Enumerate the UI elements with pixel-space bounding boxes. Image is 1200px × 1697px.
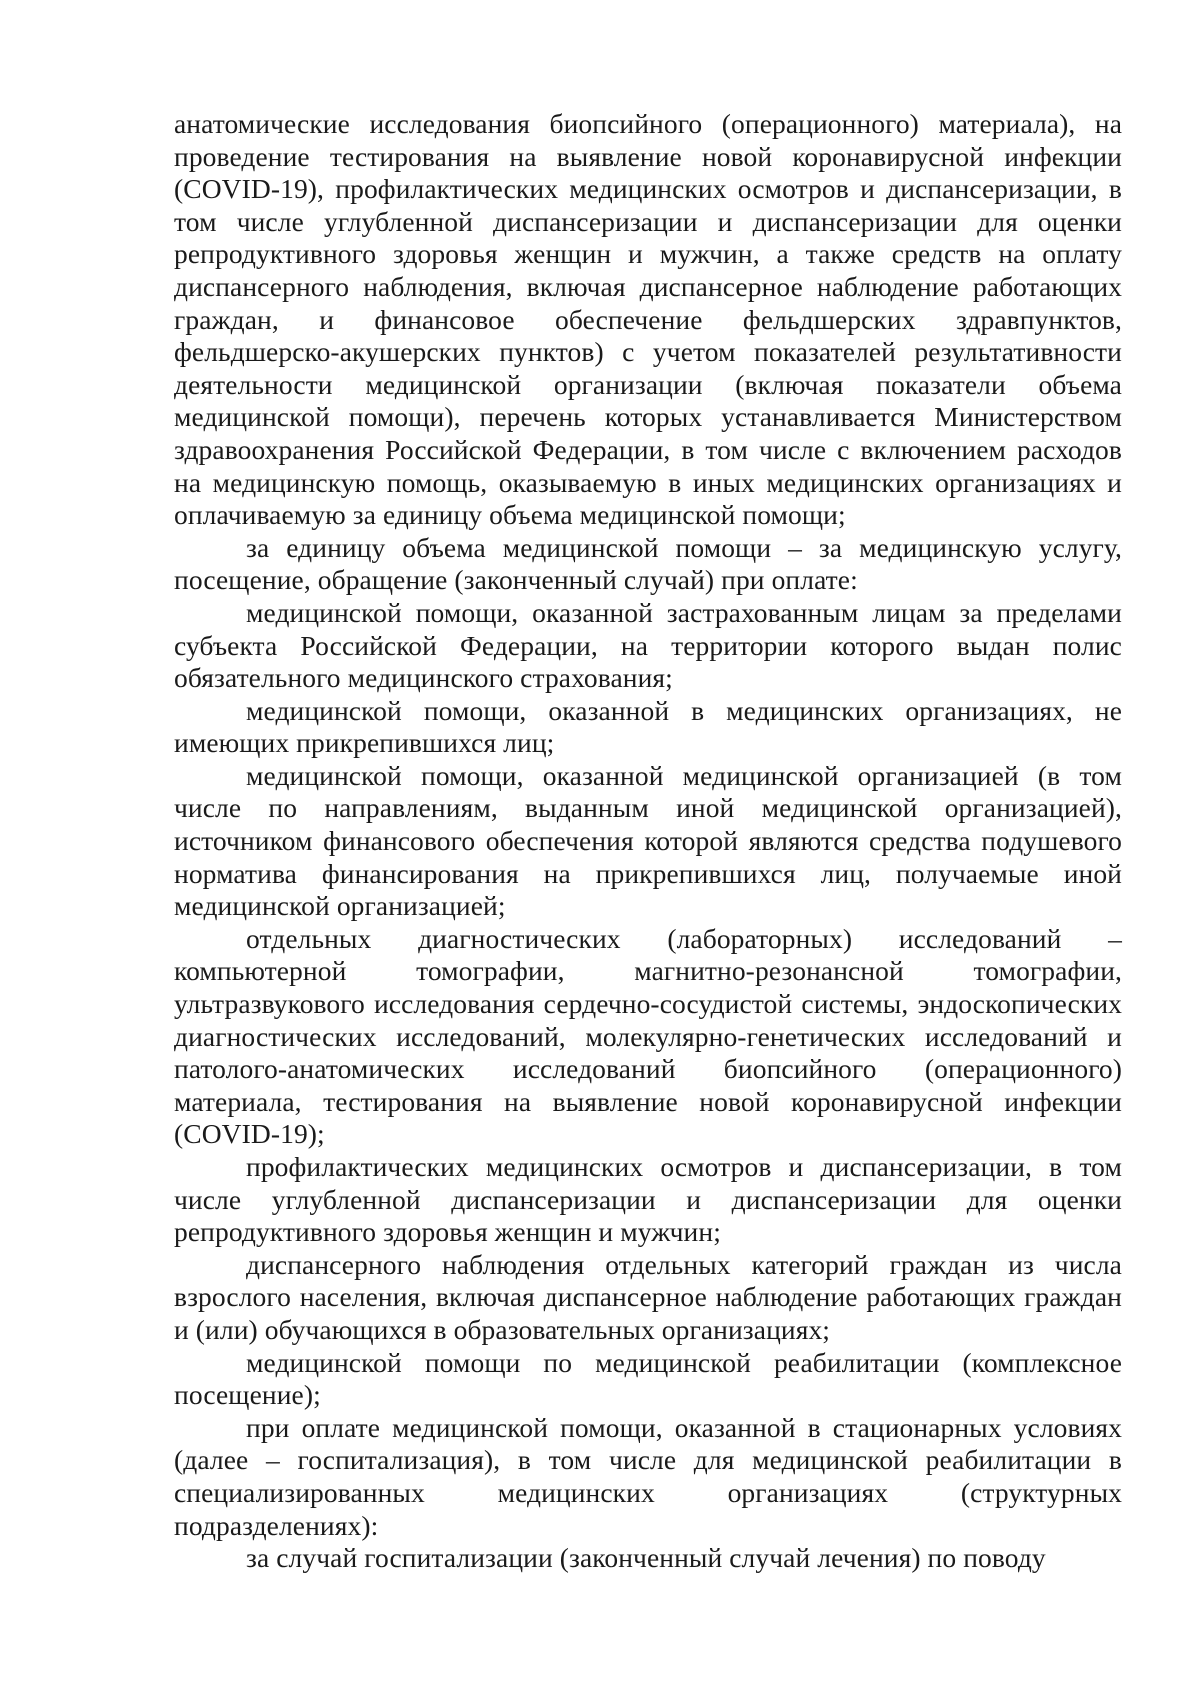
paragraph-unit-of-volume: за единицу объема медицинской помощи – за медицинскую услугу, посещение, обращение (законченный случай) при оплате: (174, 531, 1122, 596)
paragraph-continuation: анатомические исследования биопсийного (операционного) материала), на проведение тестирования на выявление новой коронавирусной инфекции (COVID-19), профилактических медицинских осмотров и диспансеризации, в том числе углубленной диспансеризации и диспансеризации для оценки репродуктивного здоровья женщин и мужчин, а также средств на оплату диспансерного наблюдения, включая диспансерное наблюдение работающих граждан, и финансовое обеспечение фельдшерских здравпунктов, фельдшерско-акушерских пунктов) с учетом показателей результативности деятельности медицинской организации (включая показатели объема медицинской помощи), перечень которых устанавливается Министерством здравоохранения Российской Федерации, в том числе с включением расходов на медицинскую помощь, оказываемую в иных медицинских организациях и оплачиваемую за единицу объема медицинской помощи; (174, 108, 1122, 531)
paragraph-referral-care: медицинской помощи, оказанной медицинской организацией (в том числе по направлениям, выданным иной медицинской организацией), источником финансового обеспечения которой являются средства подушевого норматива финансирования на прикрепившихся лиц, получаемые иной медицинской организацией; (174, 759, 1122, 922)
paragraph-no-attached-persons: медицинской помощи, оказанной в медицинских организациях, не имеющих прикрепившихся лиц; (174, 694, 1122, 759)
paragraph-hospitalization-case: за случай госпитализации (законченный случай лечения) по поводу (246, 1542, 1046, 1574)
document-page (174, 108, 1122, 1575)
paragraph-rehabilitation: медицинской помощи по медицинской реабилитации (комплексное посещение); (174, 1346, 1122, 1411)
paragraph-diagnostic-studies: отдельных диагностических (лабораторных) исследований – компьютерной томографии, магнитно-резонансной томографии, ультразвукового исследования сердечно-сосудистой системы, эндоскопических диагностических исследований, молекулярно-генетических исследований и патолого-анатомических исследований биопсийного (операционного) материала, тестирования на выявление новой коронавирусной инфекции (COVID-19); (174, 922, 1122, 1150)
paragraph-preventive-exams: профилактических медицинских осмотров и диспансеризации, в том числе углубленной диспансеризации и диспансеризации для оценки репродуктивного здоровья женщин и мужчин; (174, 1151, 1122, 1248)
paragraph-inpatient-care: при оплате медицинской помощи, оказанной в стационарных условиях (далее – госпитализация), в том числе для медицинской реабилитации в специализированных медицинских организациях (структурных подразделениях): (174, 1411, 1122, 1541)
paragraph-out-of-region-care: медицинской помощи, оказанной застрахованным лицам за пределами субъекта Российской Федерации, на территории которого выдан полис обязательного медицинского страхования; (174, 596, 1122, 694)
paragraph-dispensary-observation: диспансерного наблюдения отдельных категорий граждан из числа взрослого населения, включая диспансерное наблюдение работающих граждан и (или) обучающихся в образовательных организациях; (174, 1248, 1122, 1345)
